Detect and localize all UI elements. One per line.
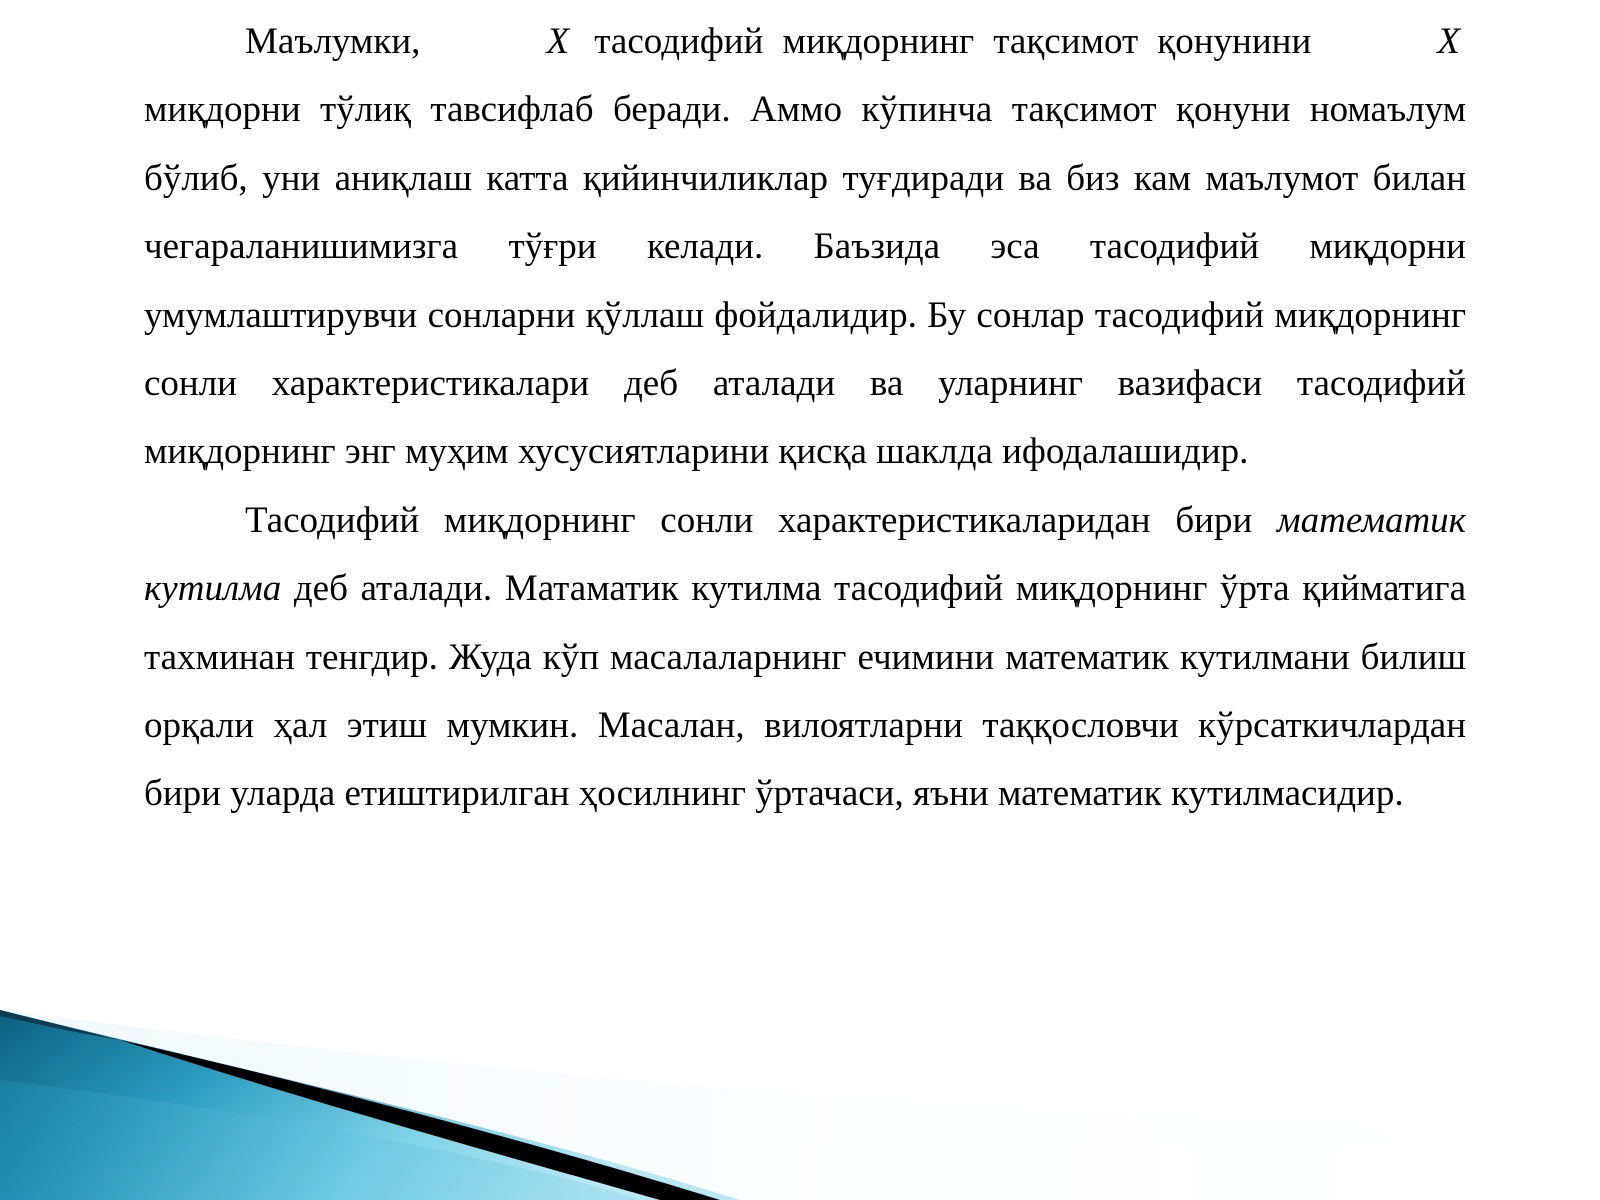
variable-x: X [546, 21, 570, 62]
term-expected-value: математик кутилма [144, 499, 1466, 610]
swoosh-teal-band [0, 1010, 740, 1200]
paragraph-1-text-b: тасодифий миқдорнинг тақсимот қонунини [575, 21, 1331, 62]
paragraph-1-text-a: Маълумки, [245, 21, 440, 62]
swoosh-black-band [120, 1040, 720, 1200]
swoosh-black-edge [0, 1010, 120, 1040]
swoosh-teal-highlight [0, 1080, 640, 1200]
paragraph-1-text-c: миқдорни тўлиқ тавсифлаб беради. Аммо кўпинча тақсимот қонуни номаълум бўлиб, уни аниқлаш катта қийинчиликлар туғдиради ва биз кам маълумот билан чегараланишимизга тўғри келади. Баъзида эса тасодифий миқдорни умумлаштирувчи сонларни қўллаш фойдалидир. Бу сонлар тасодифий миқдорнинг сонли характеристикалари деб аталади ва уларнинг вазифаси тасодифий миқдорнинг энг муҳим хусусиятларини қисқа шаклда ифодалашидир. [144, 89, 1466, 473]
slide-text-body [144, 8, 1466, 829]
paragraph-2-text-b: деб аталади. Матаматик кутилма тасодифий миқдорнинг ўрта қийматига тахминан тенгдир. Жуда кўп масалаларнинг ечимини математик кутилмани билиш орқали ҳал этиш мумкин. Масалан, вилоятларни таққословчи кўрсаткичлардан бири уларда етиштирилган ҳосилнинг ўртачаси, яъни математик кутилмасидир. [144, 568, 1466, 815]
paragraph-1 [144, 8, 1466, 487]
paragraph-2 [144, 487, 1466, 829]
variable-x: X [1437, 21, 1461, 62]
paragraph-2-text-a: Тасодифий миқдорнинг сонли характеристикаларидан бири [245, 499, 1278, 541]
swoosh-pale-band [0, 1010, 1600, 1200]
